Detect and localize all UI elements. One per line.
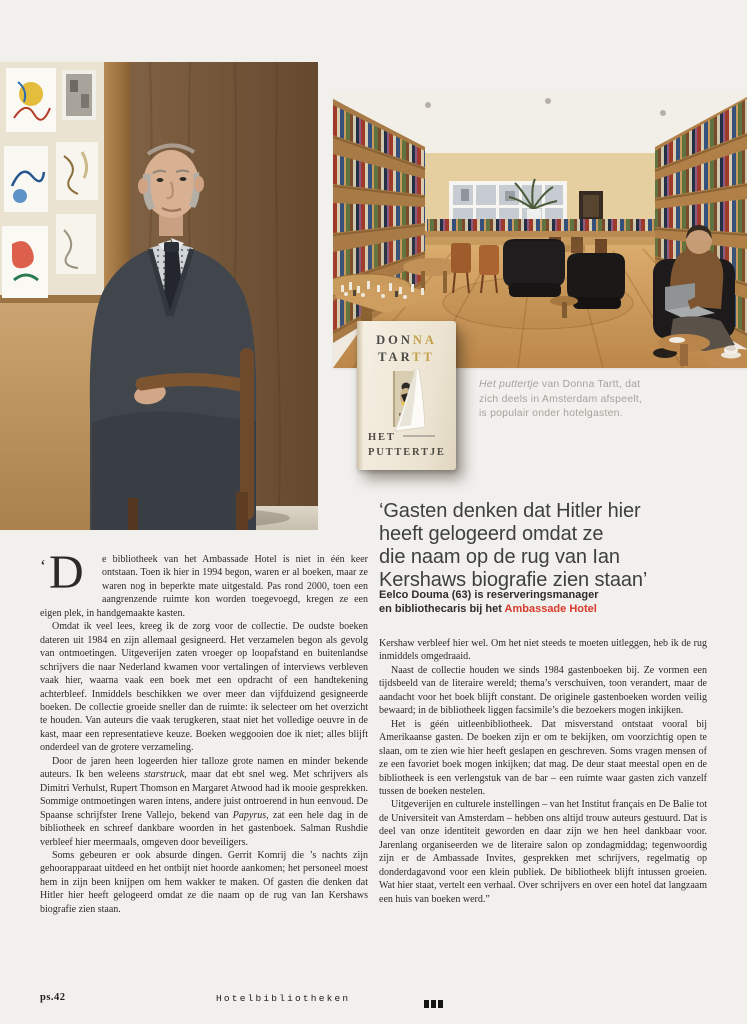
photo-portrait-librarian: [0, 62, 318, 530]
body-paragraph: Kershaw verbleef hier wel. Om het niet steeds te moeten uitleggen, heb ik de rug inmiddels omgedraaid.: [379, 638, 707, 663]
pull-quote-line: die naam op de rug van Ian: [379, 546, 620, 568]
photo-caption: [479, 377, 651, 421]
pull-quote-line: ‘Gasten denken dat Hitler hier: [379, 500, 641, 522]
byline-line1: Eelco Douma (63) is reserveringsmanager: [379, 589, 599, 601]
body-paragraph: ‘D e bibliotheek van het Ambassade Hotel is niet in één keer ontstaan. Toen ik hier in 1994 begon, waren er al boeken, maar ze waren nog in beperkte mate uitgestald. Pas rond 2000, toen een aangrenzende ruimte kon worden toegevoegd, kregen ze een eigen plek, in handgemaakte kasten.: [40, 546, 368, 619]
pull-quote: [379, 500, 731, 592]
byline-line2: en bibliothecaris bij het Ambassade Hotel: [379, 602, 597, 615]
book-cover-het-puttertje: [357, 321, 456, 470]
pull-quote-line: heeft gelogeerd omdat ze: [379, 523, 604, 545]
page-number: ps.42: [40, 992, 66, 1003]
body-paragraph: Naast de collectie houden we sinds 1984 gastenboeken bij. Ze vormen een tijdsbeeld van de literaire wereld; thema’s verschuiven, toon verandert, maar de aandacht voor het boek blijft constant. De originele gastenboeken worden veilig bewaard; in de bibliotheek liggen facsimile’s die bezoekers mogen inkijken.: [379, 664, 707, 717]
pull-quote-line: Kershaws biografie zien staan’: [379, 569, 648, 591]
book-author: DONNA TARTT: [376, 333, 437, 364]
byline: [379, 589, 659, 616]
drop-cap: ‘D: [40, 546, 84, 599]
body-paragraph: Soms gebeuren er ook absurde dingen. Gerrit Komrij die ’s nachts zijn gehoorapparaat uitdeed en het ontbijt niet hoorde aankomen; het personeel moest hem in zijn been knijpen om hem wakker te maken. Of gasten die denken dat Hitler hier heeft gelogeerd omdat ze die naam op de rug van Ian Kershaws biografie zien staan.: [40, 849, 368, 915]
article-column-right: [379, 637, 707, 906]
caption-book-title: Het puttertje: [479, 378, 539, 390]
body-paragraph: Door de jaren heen logeerden hier talloze grote namen en minder bekende auteurs. Ik ben weleens starstruck, maar dat ebt snel weg. Met schrijvers als Dimitri Verhulst, Rupert Thomson en Margaret Atwood had ik mooie gesprekken. Sommige ontmoetingen waren intens, andere juist ontroerend in hun eenvoud. De Spaanse schrijfster Irene Vallejo, bekend van Papyrus, zat een hele dag in de bibliotheek en schreef dankbare woorden in het gastenboek. Salman Rushdie verbleef hier meermaals, omgeven door beveiligers.: [40, 755, 368, 848]
caption-text: van Donna Tartt, dat zich deels in Amsterdam afspeelt, is populair onder hotelgasten.: [479, 378, 643, 420]
page-marker-icon: [424, 995, 445, 1013]
body-paragraph: Uitgeverijen en culturele instellingen – van het Institut français en De Balie tot de Universiteit van Amsterdam – hebben ons altijd trouw auteurs gestuurd. Dat is deel van onze identiteit geworden en daar zijn we hen heel dankbaar voor. Jarenlang organiseerden we de literaire salon op zondagmiddag; tegenwoordig zijn er de Ambassade Invites, gesprekken met schrijvers, regelmatig op donderdagavond voor een klein publiek. De bibliotheek blijft intussen groeien. Wat hier staat, vertelt een verhaal. Over schrijvers en over een hotel dat langzaam een huis van boeken werd.”: [379, 799, 707, 905]
portrait-illustration: [0, 62, 318, 530]
hotel-name: Ambassade Hotel: [504, 602, 597, 615]
body-paragraph: Omdat ik veel lees, kreeg ik de zorg voor de collectie. De oudste boeken dateren uit 1984 en zijn allemaal gesigneerd. Het verzamelen begon als gevolg van ontmoetingen. Uitgeverijen zaten vroeger op loopafstand en buitenlandse schrijvers die naar Nederland kwamen voor vertalingen of interviews verbleven vaak hier, waarna vaak een boek met een opdracht of een handtekening achterbleef. Inmiddels beschikken we over meer dan vijfduizend gesigneerde boeken. De collectie groeide sneller dan de ruimte: ik selecteer om het overzicht te houden. Van auteurs die vaak terugkeren, staat niet het volledige oeuvre in de kast, maar een representatieve keuze. Boeken weggooien doe ik niet; alles blijft onderdeel van de grotere verzameling.: [40, 621, 368, 754]
imprint-line: [403, 435, 435, 437]
goldfinch-torn-page-art: [381, 369, 433, 437]
article-column-left: [40, 546, 368, 916]
book-title: HET PUTTERTJE: [368, 432, 446, 458]
section-title: Hotelbibliotheken: [216, 993, 351, 1004]
body-paragraph: Het is géén uitleenbibliotheek. Dat misverstand ontstaat vooral bij Amerikaanse gasten. De boeken zijn er om te bekijken, om voorzichtig open te slaan, om te zien wie hier heeft geslapen en geschreven. Soms vragen mensen of ze een favoriet boek mogen inkijken; dat mag. De deur staat meestal open en de bibliotheek is een verlengstuk van de bar – een ruimte waar gasten zich vanzelf tussen de boeken nestelen.: [379, 718, 707, 797]
